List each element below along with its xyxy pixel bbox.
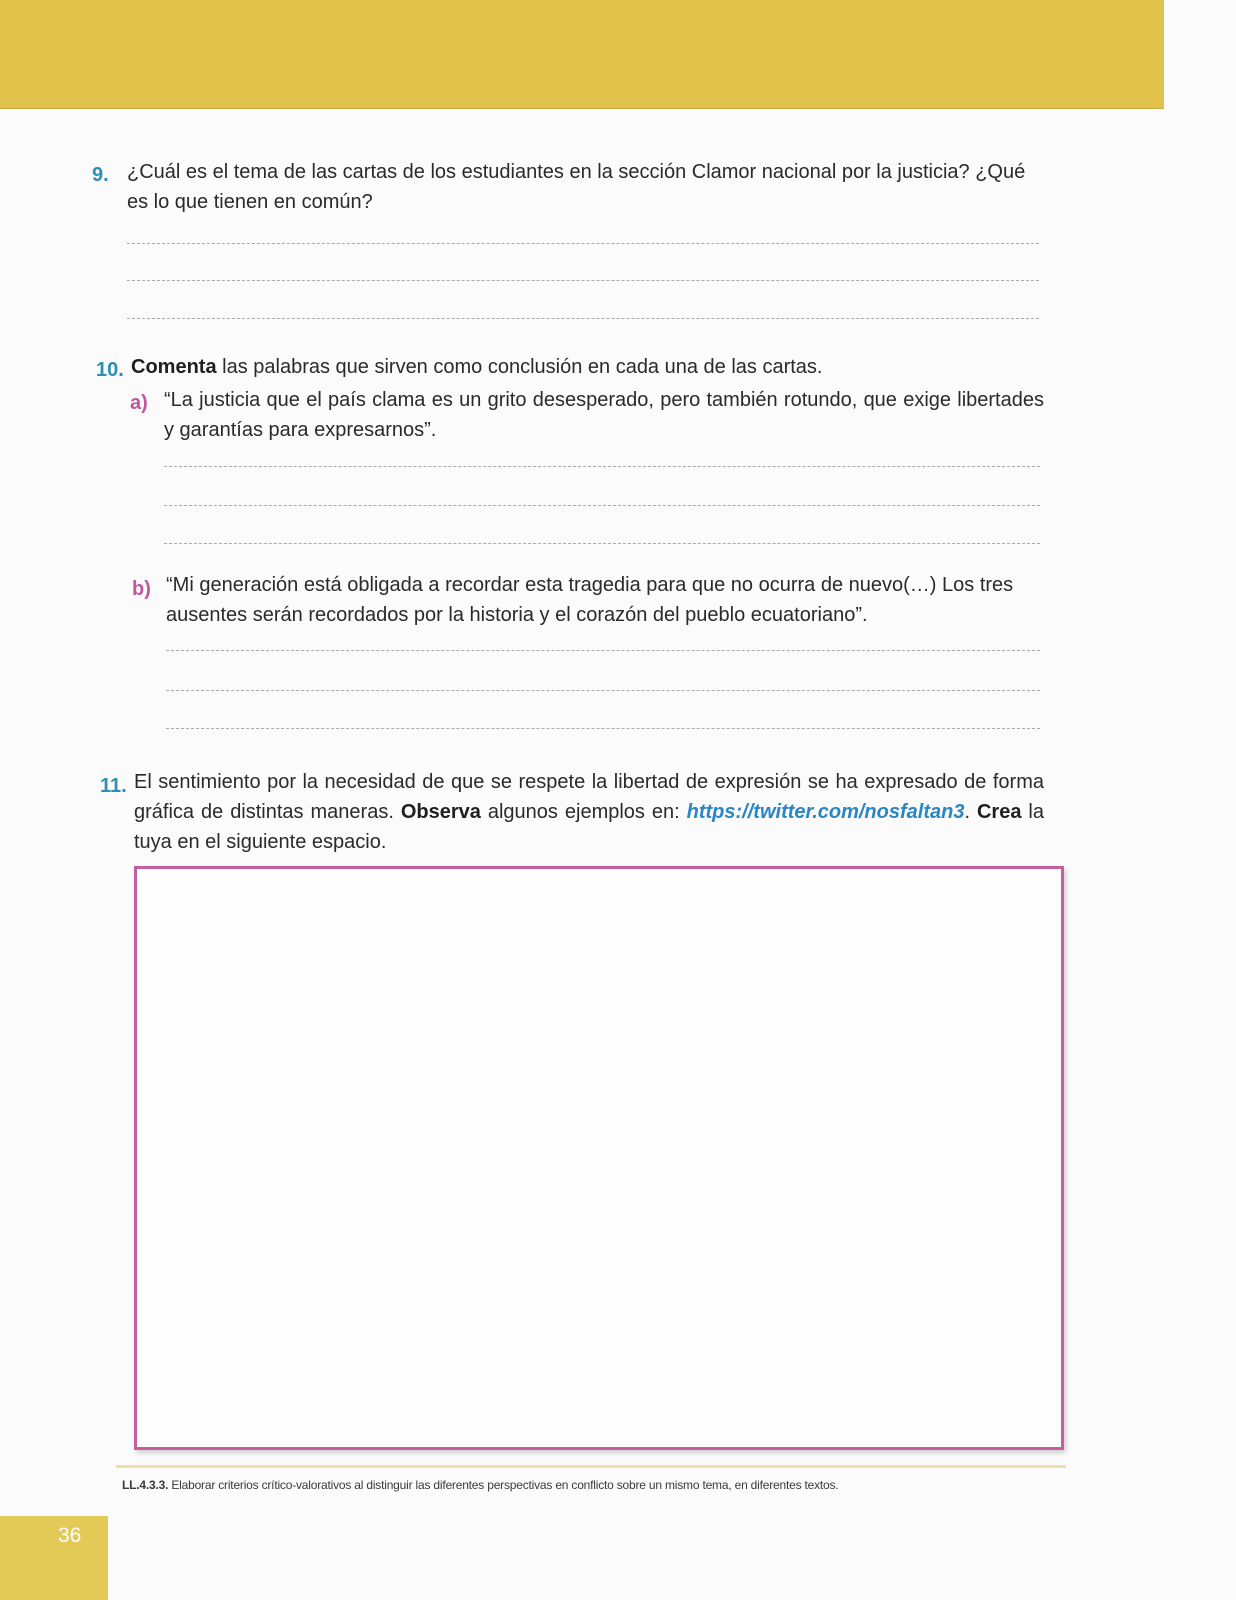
header-band [0, 0, 1164, 109]
answer-line[interactable] [166, 690, 1040, 691]
question-11-part: . [964, 801, 977, 823]
sub-question-a-text: “La justicia que el país clama es un grito desesperado, pero también rotundo, que exige libertades y garantías para expresarnos”. [164, 389, 1044, 441]
answer-line[interactable] [127, 243, 1039, 244]
question-10-number: 10. [96, 359, 124, 381]
question-11-text [134, 767, 1044, 857]
question-11-number: 11. [100, 775, 127, 797]
answer-line[interactable] [127, 280, 1039, 281]
page-number: 36 [58, 1524, 82, 1547]
question-9-text: ¿Cuál es el tema de las cartas de los estudiantes en la sección Clamor nacional por la justicia? ¿Qué es lo que tienen en común? [127, 161, 1026, 213]
curriculum-standard [122, 1478, 1062, 1492]
answer-line[interactable] [164, 505, 1040, 506]
instruction-verb: Comenta [131, 356, 217, 378]
question-9-number: 9. [92, 164, 109, 186]
answer-line[interactable] [166, 728, 1040, 729]
question-10-body: las palabras que sirven como conclusión en cada una de las cartas. [216, 356, 823, 378]
question-11-part: la tuya en el siguiente espacio. [134, 801, 1044, 853]
sub-question-b-letter: b) [132, 578, 151, 600]
instruction-verb: Crea [976, 801, 1022, 823]
standard-description: Elaborar criterios crítico-valorativos al distinguir las diferentes perspectivas en conflicto sobre un mismo tema, en diferentes textos. [168, 1478, 839, 1492]
answer-line[interactable] [164, 543, 1040, 544]
instruction-verb: Observa [400, 801, 481, 823]
footer-divider [116, 1465, 1066, 1468]
drawing-area[interactable] [134, 866, 1064, 1450]
standard-code: LL.4.3.3. [122, 1478, 169, 1492]
twitter-link[interactable]: https://twitter.com/nosfaltan3 [686, 801, 965, 823]
question-11-part: algunos ejemplos en: [480, 801, 687, 823]
question-10-text [131, 352, 1041, 382]
answer-line[interactable] [164, 466, 1040, 467]
question-11-part: El sentimiento por la necesidad de que se respete la libertad de expresión se ha expresado de forma gráfica de distintas maneras. [134, 771, 1044, 823]
sub-question-b-text: “Mi generación está obligada a recordar esta tragedia para que no ocurra de nuevo(…) Los tres ausentes serán recordados por la historia y el corazón del pueblo ecuatoriano”. [166, 574, 1014, 626]
answer-line[interactable] [166, 650, 1040, 651]
answer-line[interactable] [127, 318, 1039, 319]
page-number-tab [0, 1516, 108, 1600]
sub-question-a-letter: a) [130, 392, 148, 414]
